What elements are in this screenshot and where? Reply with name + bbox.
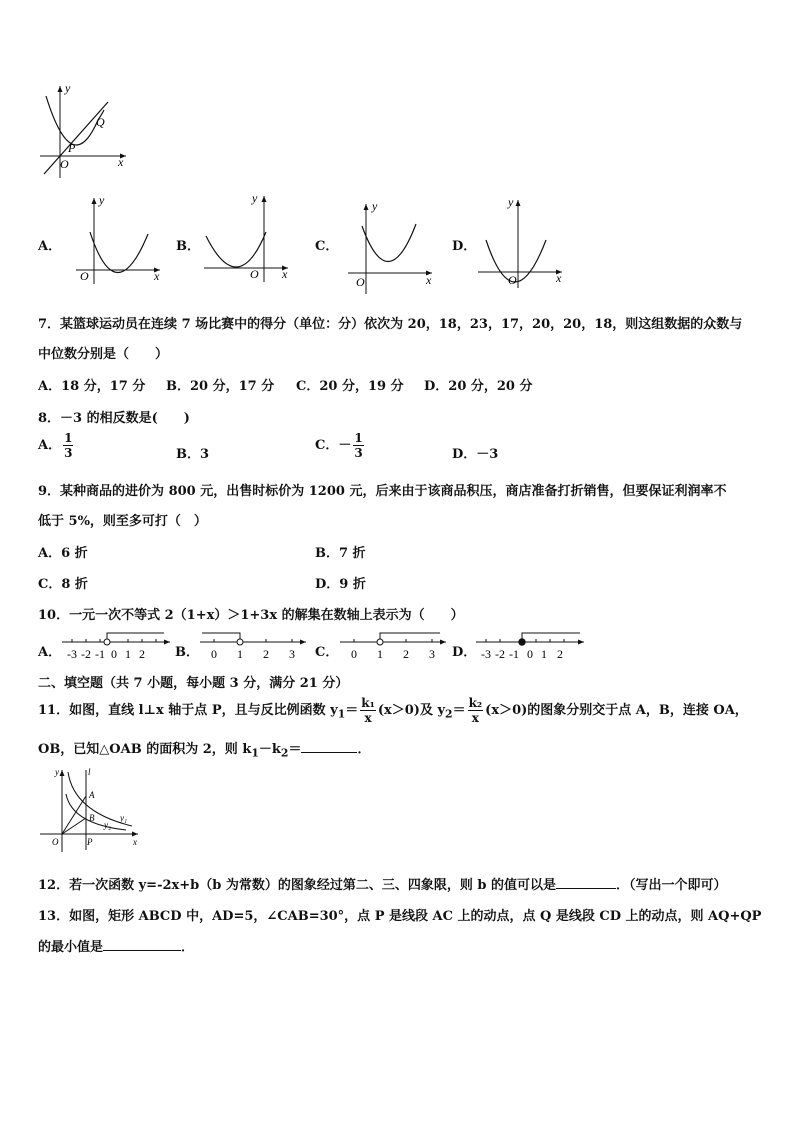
q11-fig-p-label: P [87, 837, 93, 847]
tick-label: -1 [509, 647, 519, 661]
q6c-origin-label: O [356, 275, 365, 289]
q7-option-a: A．18 分，17 分 [38, 379, 146, 394]
q11-fig-x-label: x [133, 837, 137, 847]
origin-label: O [60, 157, 69, 171]
tick-label: 3 [289, 647, 295, 661]
q8-stem: 8．－3 的相反数是( ) [38, 411, 190, 426]
q11-fig-b-label: B [89, 813, 95, 823]
q7-option-d: D．20 分，20 分 [424, 379, 533, 394]
fraction-denominator: 3 [354, 446, 363, 460]
q12-text: ．（写出一个即可） [616, 878, 727, 893]
fraction [468, 697, 484, 724]
tick-label: 0 [111, 647, 117, 661]
q11-text: OB，已知△OAB 的面积为 2，则 k [38, 742, 252, 757]
q6b-y-label: y [252, 191, 258, 205]
q11-fig-y2-label: y₂ [104, 820, 112, 830]
q6d-origin-label: O [508, 273, 517, 287]
q6-option-d-graph [474, 194, 570, 290]
q6-option-d-label: D． [452, 239, 477, 254]
q7-line1: 7．某篮球运动员在连续 7 场比赛中的得分（单位：分）依次为 20，18，23，17，20，20，18，则这组数据的众数与 [38, 317, 743, 332]
q6c-x-label: x [426, 273, 432, 287]
fraction-numerator: 1 [354, 431, 363, 445]
answer-blank[interactable] [556, 876, 616, 889]
equals-sign: ＝ [288, 742, 302, 757]
tick-label: 0 [527, 647, 533, 661]
q10-option-c-label: C． [315, 645, 339, 660]
q11-fig-o-label: O [52, 837, 59, 847]
q7-option-b: B．20 分，17 分 [166, 379, 275, 394]
q6c-y-label: y [372, 199, 378, 213]
fraction-numerator: k₁ [361, 696, 375, 710]
tick-label: 1 [377, 647, 383, 661]
q11-fig-a-label: A [89, 790, 95, 800]
q11-fig-y-label: y [55, 767, 59, 777]
q13-text: 的最小值是 [38, 940, 104, 955]
q8-option-c-label: C．－ [315, 438, 352, 453]
q11-fig-l-label: l [88, 767, 91, 777]
fraction-denominator: x [471, 711, 479, 725]
q11-text: (x＞0)的图象分别交于点 A，B，连接 OA， [485, 703, 748, 718]
y-axis-label: y [65, 81, 71, 95]
q10-option-d-label: D． [452, 645, 477, 660]
fraction-numerator: 1 [64, 431, 73, 445]
tick-label: 2 [557, 647, 563, 661]
q6b-origin-label: O [250, 267, 259, 281]
q12-line [38, 874, 727, 893]
q6-option-a-graph [72, 192, 168, 288]
q9-line1: 9．某种商品的进价为 800 元，出售时标价为 1200 元，后来由于该商品积压，商店准备打折销售，但要保证利润率不 [38, 484, 727, 499]
tick-label: -2 [81, 647, 91, 661]
q11-text: 11．如图，直线 l⊥x 轴于点 P，且与反比例函数 y [38, 703, 338, 718]
tick-label: 1 [541, 647, 547, 661]
q13-line1: 13．如图，矩形 ABCD 中，AD=5，∠CAB=30°，点 P 是线段 AC 上的动点，点 Q 是线段 CD 上的动点，则 AQ+QP [38, 909, 762, 924]
q11-text: ． [357, 742, 371, 757]
point-p-label: P [68, 141, 76, 155]
q8-option-a [38, 432, 75, 459]
tick-label: 0 [211, 647, 217, 661]
q6-option-b-graph [200, 190, 296, 286]
q6-option-b-label: B． [176, 239, 200, 254]
tick-label: -3 [67, 647, 77, 661]
section-heading: 二、填空题（共 7 小题，每小题 3 分，满分 21 分） [38, 676, 349, 691]
q6-option-c-graph [344, 198, 440, 296]
q9-option-b: B．7 折 [315, 546, 366, 561]
tick-label: 1 [125, 647, 131, 661]
q11-text: (x＞0)及 y [377, 703, 446, 718]
q10-option-c-numberline [338, 630, 450, 662]
q9-option-c: C．8 折 [38, 577, 88, 592]
subscript: 1 [337, 707, 346, 721]
q11-fig-y1-label: y₁ [120, 813, 128, 823]
q11-figure [36, 766, 142, 856]
fraction-denominator: x [364, 711, 372, 725]
tick-label: -3 [481, 647, 491, 661]
answer-blank[interactable] [301, 740, 357, 753]
q9-line2: 低于 5%，则至多可打（ ） [38, 514, 207, 529]
equals-sign: ＝ [345, 703, 359, 718]
tick-label: 2 [139, 647, 145, 661]
q6a-x-label: x [154, 269, 160, 283]
q7-option-c: C．20 分，19 分 [296, 379, 404, 394]
fraction [63, 432, 73, 459]
tick-label: -1 [95, 647, 105, 661]
tick-label: 2 [403, 647, 409, 661]
q6a-y-label: y [99, 193, 105, 207]
q10-option-d-numberline [474, 630, 588, 662]
q9-option-a: A．6 折 [38, 546, 88, 561]
fraction-denominator: 3 [64, 446, 73, 460]
q11-text: －k [258, 742, 281, 757]
q6a-origin-label: O [80, 269, 89, 283]
x-axis-label: x [118, 155, 124, 169]
q7-line2: 中位数分别是（ ） [38, 347, 169, 362]
tick-label: 0 [351, 647, 357, 661]
q6d-y-label: y [508, 195, 514, 209]
subscript: 2 [445, 707, 453, 721]
fraction-numerator: k₂ [468, 696, 483, 710]
q10-stem: 10．一元一次不等式 2（1+x）＞1+3x 的解集在数轴上表示为（ ） [38, 608, 464, 623]
top-figure [36, 80, 136, 180]
fraction [353, 432, 363, 459]
tick-label: 3 [429, 647, 435, 661]
q11-line2 [38, 738, 370, 760]
q10-option-a-label: A． [38, 645, 62, 660]
point-q-label: Q [96, 115, 105, 129]
q10-option-b-numberline [198, 630, 310, 662]
q12-text: 12．若一次函数 y=-2x+b（b 为常数）的图象经过第二、三、四象限，则 b 的值可以是 [38, 878, 556, 893]
answer-blank[interactable] [103, 938, 181, 951]
tick-label: 2 [263, 647, 269, 661]
fraction [360, 697, 376, 724]
subscript: 2 [280, 746, 289, 760]
q8-option-d: D．－3 [452, 447, 499, 462]
equals-sign: ＝ [452, 703, 466, 718]
tick-label: 1 [237, 647, 243, 661]
q6-option-a-label: A． [38, 239, 62, 254]
subscript: 1 [251, 746, 259, 760]
q8-option-c [315, 432, 366, 459]
q8-option-a-label: A． [38, 438, 62, 453]
q11-line1 [38, 694, 748, 732]
q13-text: ． [181, 940, 195, 955]
q8-option-b: B．3 [176, 447, 210, 462]
q10-option-b-label: B． [175, 645, 199, 660]
q6-option-c-label: C． [315, 239, 339, 254]
q6d-x-label: x [556, 271, 562, 285]
q9-option-d: D．9 折 [315, 577, 366, 592]
q6b-x-label: x [282, 267, 288, 281]
q13-line2 [38, 936, 194, 955]
tick-label: -2 [495, 647, 505, 661]
q10-option-a-numberline [60, 630, 174, 662]
